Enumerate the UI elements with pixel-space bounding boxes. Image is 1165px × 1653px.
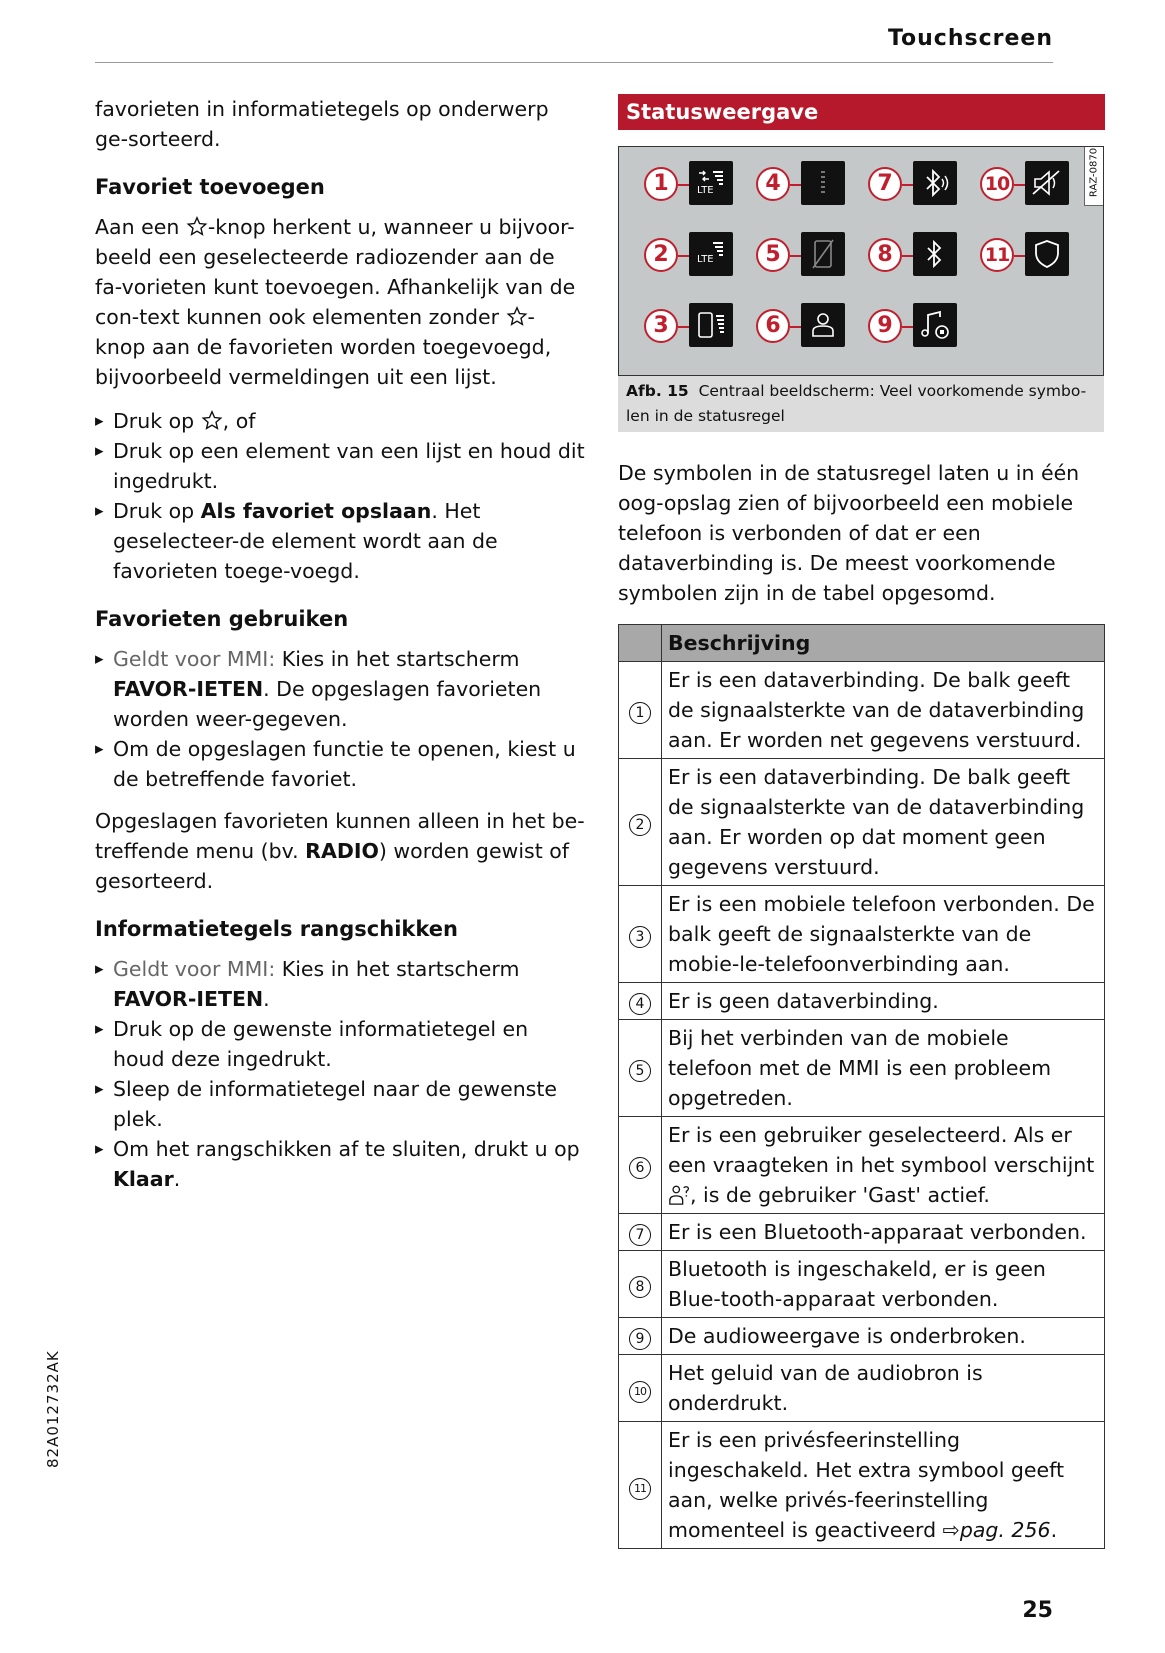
fav-add-steps (95, 406, 585, 586)
callout-2: 2 (644, 238, 678, 272)
header-divider (95, 62, 1053, 63)
table-row (619, 1251, 1105, 1318)
row-number: 9 (629, 1328, 651, 1350)
lte-signal-data-icon (689, 161, 733, 205)
table-row (619, 1355, 1105, 1422)
audio-muted-icon (1025, 161, 1069, 205)
svg-text:LTE: LTE (697, 185, 714, 196)
page-reference-link[interactable]: pag. 256 (959, 1518, 1051, 1542)
callout-9: 9 (868, 309, 902, 343)
row-text: Er is geen dataverbinding. (662, 983, 1105, 1020)
list-item: ▸ Druk op de gewenste informatietegel en houd deze ingedrukt. (95, 1014, 585, 1074)
fav-use-paragraph: Opgeslagen favorieten kunnen alleen in het be-treffende menu (bv. RADIO) worden gewist of gesorteerd. (95, 809, 585, 893)
table-header-empty (619, 625, 662, 662)
figure-caption: Afb. 15 Centraal beeldscherm: Veel voorkomende symbo-len in de statusregel (618, 376, 1104, 432)
row-text: De audioweergave is onderbroken. (662, 1318, 1105, 1355)
fav-add-paragraph: Aan een -knop herkent u, wanneer u bijvoor-beeld een geselecteerde radiozender aan de fa-vorieten kunt toevoegen. Afhankelijk van de con-text kunnen ook elementen zonder -knop aan de favorieten worden toegevoegd, bijvoorbeeld vermeldingen uit een lijst. (95, 215, 576, 389)
phone-signal-icon (689, 303, 733, 347)
callout-8: 8 (868, 238, 902, 272)
row-text: Bij het verbinden van de mobiele telefoon met de MMI is een probleem opgetreden. (662, 1020, 1105, 1117)
no-data-signal-icon (801, 161, 845, 205)
right-column (618, 94, 1105, 1549)
table-row (619, 1318, 1105, 1355)
symbol-table (618, 624, 1105, 1549)
table-row (619, 1422, 1105, 1549)
bluetooth-icon (913, 232, 957, 276)
row-number: 1 (629, 702, 651, 724)
row-number: 8 (629, 1276, 651, 1298)
bluetooth-connected-icon (913, 161, 957, 205)
row-text: Er is een dataverbinding. De balk geeft de signaalsterkte van de dataverbinding aan. Er worden net gegevens verstuurd. (662, 662, 1105, 759)
row-text: Bluetooth is ingeschakeld, er is geen Blue-tooth-apparaat verbonden. (662, 1251, 1105, 1318)
callout-1: 1 (644, 167, 678, 201)
row-text: Er is een gebruiker geselecteerd. Als er een vraagteken in het symbool verschijnt , is de gebruiker 'Gast' actief. (662, 1117, 1105, 1214)
heading-favorieten-gebruiken: Favorieten gebruiken (95, 607, 349, 631)
list-item: ▸ Geldt voor MMI: Kies in het startscherm FAVOR-IETEN. De opgeslagen favorieten worden weer-gegeven. (95, 644, 585, 734)
table-header-description: Beschrijving (662, 625, 1105, 662)
section-banner: Statusweergave (618, 94, 1105, 130)
callout-7: 7 (868, 167, 902, 201)
row-text: Er is een privésfeerinstelling ingeschakeld. Het extra symbool geeft aan, welke privés-feerinstelling momenteel is geactiveerd ⇨pag. 256. (662, 1422, 1105, 1549)
intro-paragraph: favorieten in informatietegels op onderwerp ge-sorteerd. (95, 97, 549, 151)
list-item: ▸ Om het rangschikken af te sluiten, drukt u op Klaar. (95, 1134, 585, 1194)
row-text: Er is een dataverbinding. De balk geeft de signaalsterkte van de dataverbinding aan. Er worden op dat moment geen gegevens verstuurd. (662, 759, 1105, 886)
callout-5: 5 (756, 238, 790, 272)
callout-4: 4 (756, 167, 790, 201)
list-item: ▸ Om de opgeslagen functie te openen, kiest u de betreffende favoriet. (95, 734, 585, 794)
list-item: ▸ Druk op een element van een lijst en houd dit ingedrukt. (95, 436, 585, 496)
page-reference-arrow-icon: ⇨ (942, 1518, 960, 1542)
list-item: ▸ Sleep de informatietegel naar de gewenste plek. (95, 1074, 585, 1134)
table-row (619, 1020, 1105, 1117)
callout-3: 3 (644, 309, 678, 343)
row-number: 6 (629, 1157, 651, 1179)
row-text: Er is een Bluetooth-apparaat verbonden. (662, 1214, 1105, 1251)
status-figure (618, 146, 1104, 376)
callout-10: 10 (980, 167, 1014, 201)
callout-6: 6 (756, 309, 790, 343)
table-row (619, 759, 1105, 886)
row-number: 3 (629, 926, 651, 948)
star-icon (506, 306, 528, 327)
status-paragraph: De symbolen in de statusregel laten u in één oog-opslag zien of bijvoorbeeld een mobiele telefoon is verbonden of dat er een dataverbinding is. De meest voorkomende symbolen zijn in de tabel opgesomd. (618, 461, 1080, 605)
row-number: 4 (629, 993, 651, 1015)
fav-use-steps (95, 644, 585, 794)
list-item: ▸ Druk op , of (95, 406, 585, 436)
row-text: Er is een mobiele telefoon verbonden. De balk geeft de signaalsterkte van de mobie-le-telefoonverbinding aan. (662, 886, 1105, 983)
audio-paused-icon (913, 303, 957, 347)
running-header: Touchscreen (887, 26, 1053, 51)
star-icon (186, 216, 208, 237)
star-icon (201, 410, 223, 431)
document-code: 82A012732AK (44, 1350, 62, 1468)
phone-error-icon (801, 232, 845, 276)
heading-informatietegels: Informatietegels rangschikken (95, 917, 458, 941)
row-number: 2 (629, 814, 651, 836)
privacy-shield-icon (1025, 232, 1069, 276)
user-icon (801, 303, 845, 347)
table-header-row (619, 625, 1105, 662)
svg-text:LTE: LTE (697, 254, 714, 265)
row-text: Het geluid van de audiobron is onderdrukt. (662, 1355, 1105, 1422)
table-row (619, 662, 1105, 759)
table-row (619, 1117, 1105, 1214)
tiles-steps (95, 954, 585, 1194)
left-column (95, 94, 585, 1206)
page-number: 25 (1022, 1598, 1053, 1623)
row-number: 11 (629, 1478, 651, 1500)
figure-code: RAZ-0870 (1084, 147, 1103, 206)
table-row (619, 886, 1105, 983)
row-number: 10 (629, 1381, 651, 1403)
table-row (619, 983, 1105, 1020)
list-item: ▸ Druk op Als favoriet opslaan. Het geselecteer-de element wordt aan de favorieten toege-voegd. (95, 496, 585, 586)
heading-favoriet-toevoegen: Favoriet toevoegen (95, 175, 325, 199)
list-item: ▸ Geldt voor MMI: Kies in het startscherm FAVOR-IETEN. (95, 954, 585, 1014)
lte-signal-icon (689, 232, 733, 276)
callout-11: 11 (980, 238, 1014, 272)
guest-user-icon (668, 1184, 690, 1206)
row-number: 7 (629, 1224, 651, 1246)
row-number: 5 (629, 1060, 651, 1082)
table-row (619, 1214, 1105, 1251)
